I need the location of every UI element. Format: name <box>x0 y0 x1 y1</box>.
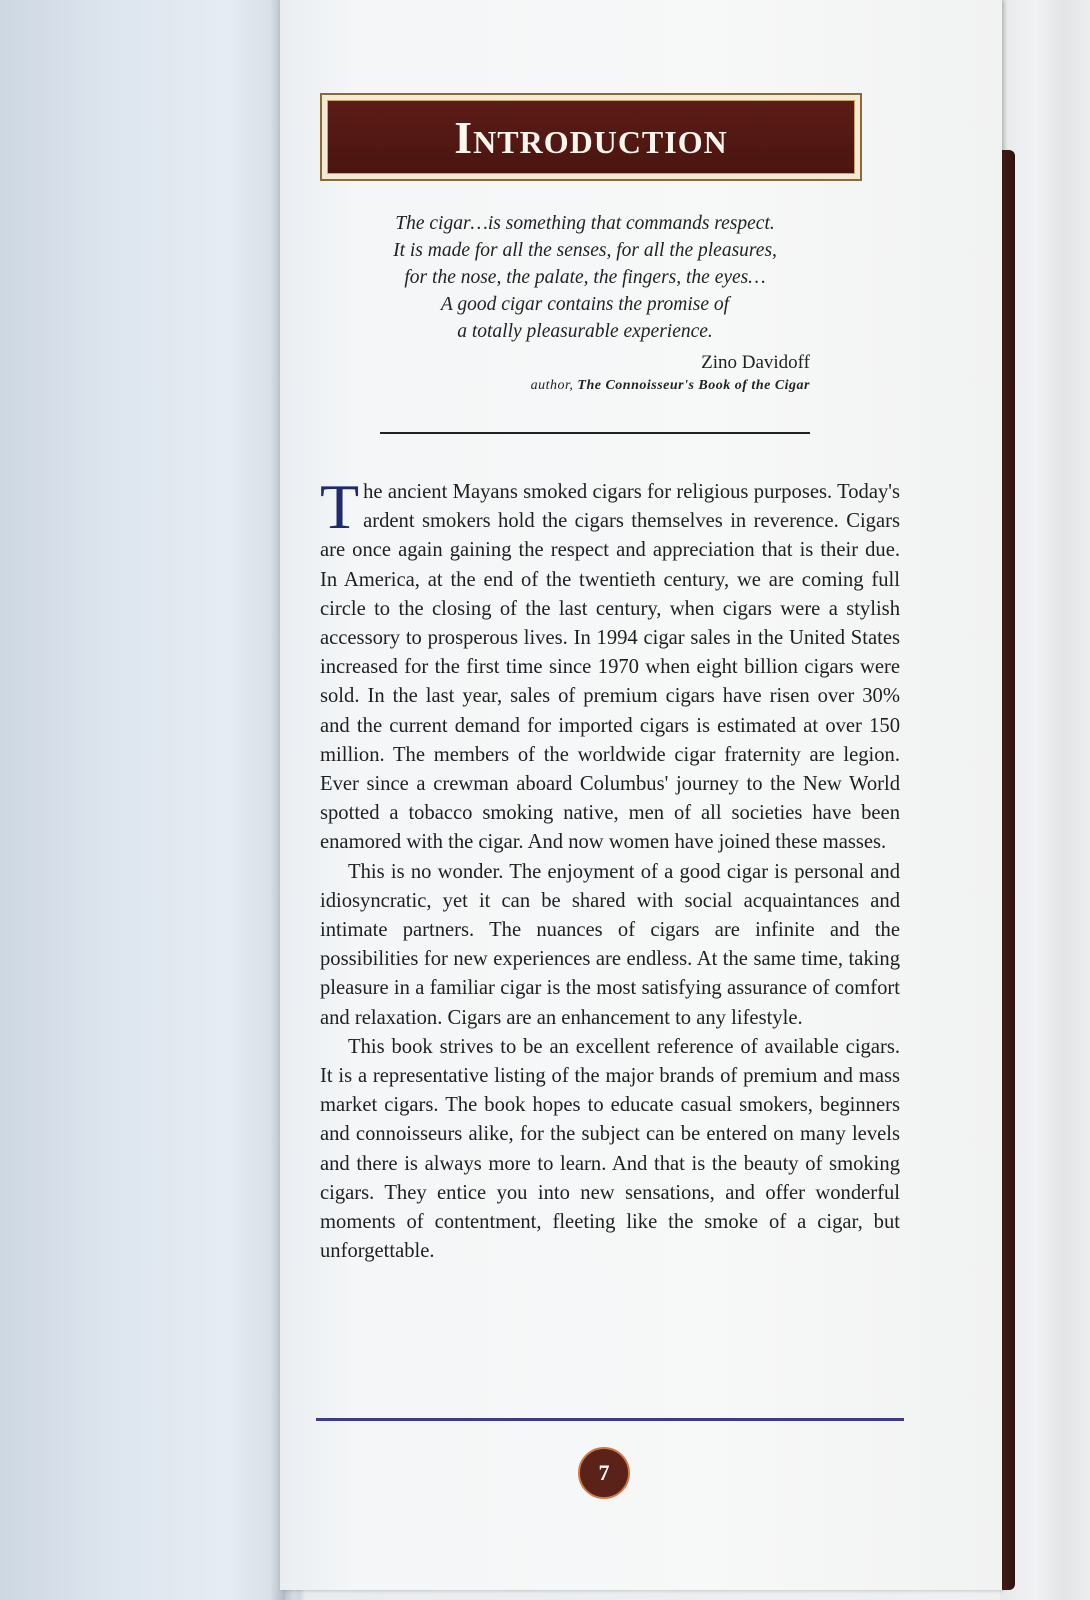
epigraph-attribution <box>531 350 810 396</box>
page-number-badge <box>578 1447 630 1499</box>
attribution-book-title: The Connoisseur's Book of the Cigar <box>577 378 810 393</box>
attribution-role <box>531 376 810 396</box>
epigraph-line: a totally pleasurable experience. <box>457 321 713 342</box>
epigraph-line: The cigar…is something that commands respect. <box>395 213 775 234</box>
page-title: Introduction <box>454 111 728 163</box>
paragraph <box>320 471 900 858</box>
footer-rule <box>316 1418 904 1421</box>
attribution-author: Zino Davidoff <box>701 352 810 373</box>
attribution-role-prefix: author, <box>530 378 574 393</box>
title-banner <box>320 93 862 181</box>
body-text <box>320 471 900 1266</box>
epigraph-line: for the nose, the palate, the fingers, the eyes… <box>404 267 766 288</box>
drop-cap: T <box>320 471 360 542</box>
page-number: 7 <box>598 1460 610 1485</box>
paragraph: This is no wonder. The enjoyment of a good cigar is personal and idiosyncratic, yet it can be shared with social acquaintances and intimate partners. The nuances of cigars are infinite and the possibilities for new experiences are endless. At the same time, taking pleasure in a familiar cigar is the most satisfying assurance of comfort and relaxation. Cigars are an enhancement to any lifestyle. <box>320 860 900 1029</box>
divider-rule <box>380 432 810 434</box>
epigraph-quote <box>360 210 810 345</box>
epigraph-line: A good cigar contains the promise of <box>440 294 730 315</box>
title-banner-inner <box>327 100 855 174</box>
book-page <box>280 0 1002 1590</box>
epigraph-line: It is made for all the senses, for all the pleasures, <box>393 240 777 261</box>
left-page <box>0 0 285 1600</box>
paragraph-text: he ancient Mayans smoked cigars for religious purposes. Today's ardent smokers hold the cigars themselves in reverence. Cigars are once again gaining the respect and appreciation that is their due. In America, at the end of the twentieth century, we are coming full circle to the closing of the last century, when cigars were a stylish accessory to prosperous lives. In 1994 cigar sales in the United States increased for the first time since 1970 when eight billion cigars were sold. In the last year, sales of premium cigars have risen over 30% and the current demand for imported cigars is estimated at over 150 million. The members of the worldwide cigar fraternity are legion. Ever since a crewman aboard Columbus' journey to the New World spotted a tobacco smoking native, men of all societies have been enamored with the cigar. And now women have joined these masses. <box>320 481 900 854</box>
paragraph: This book strives to be an excellent reference of available cigars. It is a representative listing of the major brands of premium and mass market cigars. The book hopes to educate casual smokers, beginners and connoisseurs alike, for the subject can be entered on many levels and there is always more to learn. And that is the beauty of smoking cigars. They entice you into new sensations, and offer wonderful moments of contentment, fleeting like the smoke of a cigar, but unforgettable. <box>320 1035 900 1263</box>
